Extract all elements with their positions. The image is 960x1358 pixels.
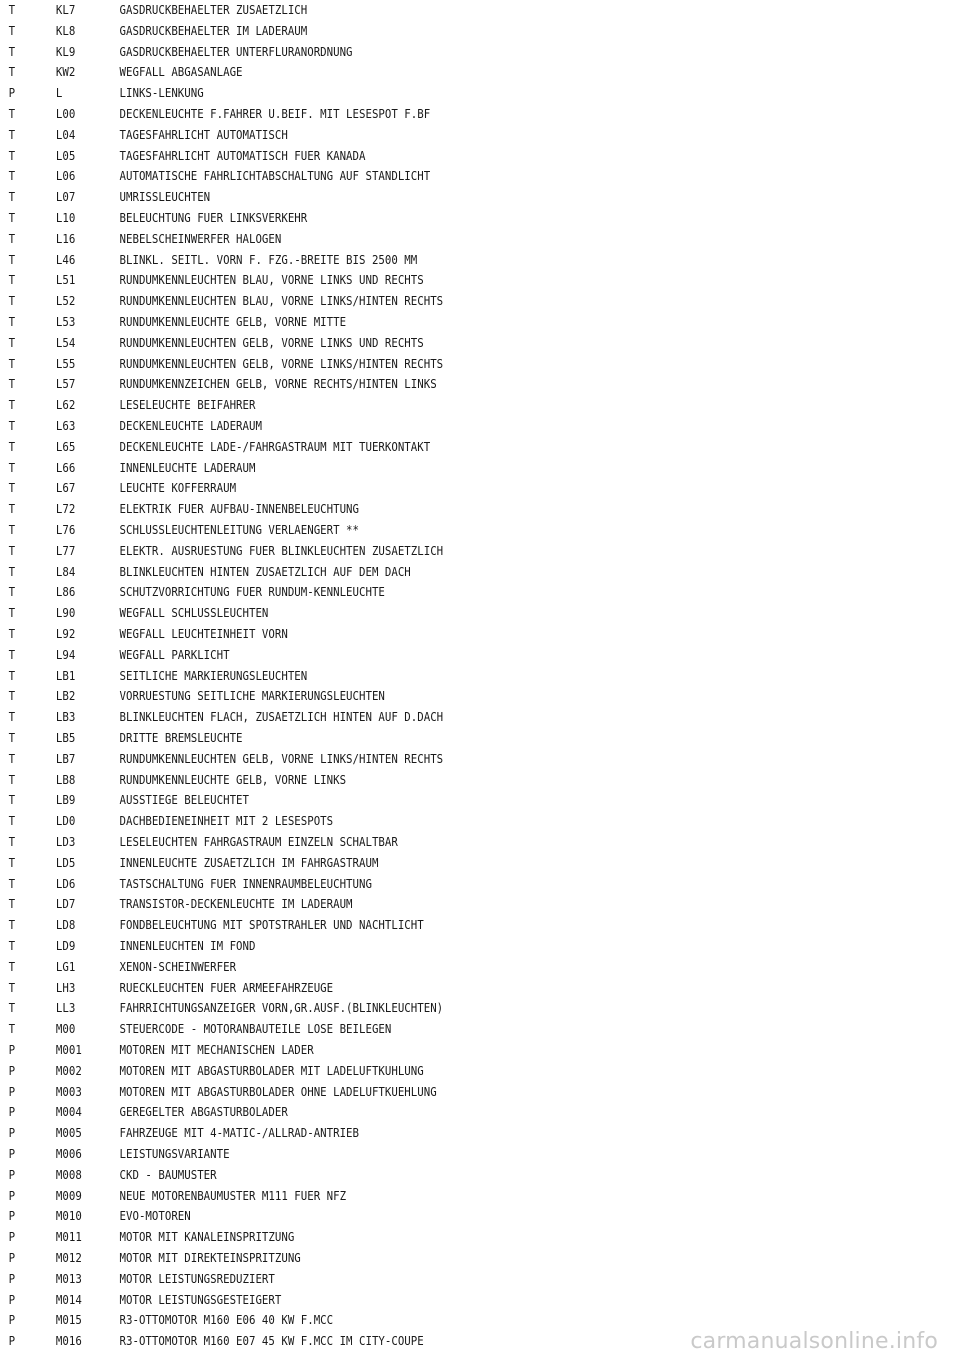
code-row <box>0 811 826 831</box>
option-code: M00 <box>55 1021 76 1037</box>
option-code: M015 <box>55 1312 82 1328</box>
code-type: T <box>8 293 16 309</box>
option-code: LD8 <box>55 917 76 933</box>
code-row <box>0 291 826 311</box>
code-row <box>0 374 826 394</box>
code-row <box>0 208 826 228</box>
code-description: FAHRRICHTUNGSANZEIGER VORN,GR.AUSF.(BLINKLEUCHTEN) <box>119 1000 444 1016</box>
code-description: DECKENLEUCHTE F.FAHRER U.BEIF. MIT LESESPOT F.BF <box>119 106 431 121</box>
code-type: T <box>8 147 16 163</box>
code-description: EVO-MOTOREN <box>119 1208 191 1224</box>
code-description: AUTOMATISCHE FAHRLICHTABSCHALTUNG AUF STANDLICHT <box>119 168 431 184</box>
option-code: L06 <box>55 168 76 184</box>
option-code: L05 <box>55 147 76 163</box>
code-type: T <box>8 522 16 537</box>
option-code: LD3 <box>55 834 76 849</box>
code-description: BLINKLEUCHTEN HINTEN ZUSAETZLICH AUF DEM DACH <box>119 563 411 579</box>
code-description: WEGFALL ABGASANLAGE <box>119 64 243 80</box>
code-row <box>0 1248 826 1268</box>
code-type: T <box>8 563 16 579</box>
code-type: T <box>8 542 16 558</box>
option-code: KW2 <box>55 64 76 80</box>
option-code: L10 <box>55 210 76 225</box>
option-code: L94 <box>55 646 76 662</box>
option-code: M011 <box>55 1229 82 1245</box>
code-type: T <box>8 584 16 600</box>
code-row <box>0 478 826 498</box>
option-code: L84 <box>55 563 76 579</box>
code-type: T <box>8 397 16 413</box>
code-type: T <box>8 750 16 766</box>
code-description: RUNDUMKENNLEUCHTEN GELB, VORNE LINKS/HINTEN RECHTS <box>119 750 444 766</box>
option-code: M013 <box>55 1270 82 1286</box>
code-description: R3-OTTOMOTOR M160 E06 40 KW F.MCC <box>119 1312 334 1328</box>
option-code: M006 <box>55 1146 82 1161</box>
option-code: LH3 <box>55 979 76 995</box>
code-type: T <box>8 958 16 974</box>
option-code: M016 <box>55 1333 82 1349</box>
code-row <box>0 104 826 124</box>
code-type: T <box>8 168 16 184</box>
option-code: L77 <box>55 542 76 558</box>
code-description: GASDRUCKBEHAELTER IM LADERAUM <box>119 22 308 38</box>
code-description: RUECKLEUCHTEN FUER ARMEEFAHRZEUGE <box>119 979 334 995</box>
option-code: LL3 <box>55 1000 76 1016</box>
code-row <box>0 998 826 1018</box>
code-row <box>0 166 826 186</box>
code-row <box>0 874 826 894</box>
code-row <box>0 146 826 166</box>
code-row <box>0 1206 826 1226</box>
code-type: T <box>8 126 16 142</box>
code-row <box>0 1310 826 1330</box>
code-description: INNENLEUCHTE LADERAUM <box>119 459 256 475</box>
code-type: P <box>8 1229 16 1245</box>
code-type: T <box>8 2 16 17</box>
code-row <box>0 1269 826 1289</box>
code-description: LEISTUNGSVARIANTE <box>119 1146 230 1161</box>
code-description: CKD - BAUMUSTER <box>119 1166 217 1182</box>
code-type: T <box>8 938 16 953</box>
option-code: LD0 <box>55 813 76 829</box>
option-code: LB7 <box>55 750 76 766</box>
code-type: T <box>8 64 16 80</box>
option-code: M005 <box>55 1125 82 1141</box>
code-description: NEUE MOTORENBAUMUSTER M111 FUER NFZ <box>119 1187 347 1203</box>
option-code: L86 <box>55 584 76 600</box>
code-description: MOTOREN MIT MECHANISCHEN LADER <box>119 1042 314 1057</box>
code-description: SCHLUSSLEUCHTENLEITUNG VERLAENGERT ** <box>119 522 360 537</box>
code-row <box>0 707 826 727</box>
code-description: LEUCHTE KOFFERRAUM <box>119 480 237 496</box>
code-type: T <box>8 605 16 621</box>
option-code: LD9 <box>55 938 76 953</box>
code-row <box>0 42 826 62</box>
code-description: ELEKTR. AUSRUESTUNG FUER BLINKLEUCHTEN ZUSAETZLICH <box>119 542 444 558</box>
code-type: P <box>8 1166 16 1182</box>
code-description: TASTSCHALTUNG FUER INNENRAUMBELEUCHTUNG <box>119 875 372 891</box>
code-type: T <box>8 875 16 891</box>
code-type: T <box>8 646 16 662</box>
code-row <box>0 645 826 665</box>
code-description: DECKENLEUCHTE LADERAUM <box>119 418 262 433</box>
code-row <box>0 1102 826 1122</box>
code-row <box>0 728 826 748</box>
code-description: AUSSTIEGE BELEUCHTET <box>119 792 249 808</box>
code-description: DECKENLEUCHTE LADE-/FAHRGASTRAUM MIT TUERKONTAKT <box>119 438 431 454</box>
code-type: T <box>8 43 16 59</box>
code-description: ELEKTRIK FUER AUFBAU-INNENBELEUCHTUNG <box>119 501 360 517</box>
code-description: RUNDUMKENNLEUCHTEN BLAU, VORNE LINKS UND RECHTS <box>119 272 424 288</box>
code-type: P <box>8 1250 16 1265</box>
option-code: L51 <box>55 272 76 288</box>
code-row <box>0 395 826 415</box>
code-type: T <box>8 792 16 808</box>
option-code: M010 <box>55 1208 82 1224</box>
option-code: L <box>55 85 63 101</box>
code-row <box>0 749 826 769</box>
code-description: DRITTE BREMSLEUCHTE <box>119 730 243 745</box>
code-row <box>0 1227 826 1247</box>
code-description: XENON-SCHEINWERFER <box>119 958 237 974</box>
option-code: L53 <box>55 314 76 329</box>
code-row <box>0 1123 826 1143</box>
code-description: SCHUTZVORRICHTUNG FUER RUNDUM-KENNLEUCHTE <box>119 584 385 600</box>
option-code: M003 <box>55 1083 82 1099</box>
code-row <box>0 790 826 810</box>
code-row <box>0 0 826 20</box>
option-code: M012 <box>55 1250 82 1265</box>
code-row <box>0 62 826 82</box>
code-description: BLINKLEUCHTEN FLACH, ZUSAETZLICH HINTEN AUF D.DACH <box>119 709 444 725</box>
code-description: BLINKL. SEITL. VORN F. FZG.-BREITE BIS 2500 MM <box>119 251 418 267</box>
code-row <box>0 562 826 582</box>
code-description: MOTOREN MIT ABGASTURBOLADER MIT LADELUFTKUHLUNG <box>119 1062 424 1078</box>
option-code: M014 <box>55 1291 82 1307</box>
code-row <box>0 624 826 644</box>
option-code: LB2 <box>55 688 76 704</box>
watermark: carmanualsonline.info <box>690 1329 938 1354</box>
code-row <box>0 541 826 561</box>
code-row <box>0 520 826 540</box>
option-code: L55 <box>55 355 76 371</box>
code-type: T <box>8 979 16 995</box>
code-type: P <box>8 1146 16 1161</box>
code-row <box>0 354 826 374</box>
code-description: DACHBEDIENEINHEIT MIT 2 LESESPOTS <box>119 813 334 829</box>
code-type: T <box>8 355 16 371</box>
code-description: VORRUESTUNG SEITLICHE MARKIERUNGSLEUCHTEN <box>119 688 385 704</box>
code-type: T <box>8 22 16 38</box>
option-code: M009 <box>55 1187 82 1203</box>
option-code: LB5 <box>55 730 76 745</box>
code-type: T <box>8 834 16 849</box>
code-description: WEGFALL LEUCHTEINHEIT VORN <box>119 626 288 641</box>
code-description: TAGESFAHRLICHT AUTOMATISCH FUER KANADA <box>119 147 366 163</box>
option-code: L72 <box>55 501 76 517</box>
code-description: RUNDUMKENNLEUCHTEN GELB, VORNE LINKS UND RECHTS <box>119 334 424 350</box>
option-code: KL8 <box>55 22 76 38</box>
code-type: T <box>8 251 16 267</box>
code-type: T <box>8 626 16 641</box>
option-code: LB3 <box>55 709 76 725</box>
code-description: MOTOR LEISTUNGSGESTEIGERT <box>119 1291 282 1307</box>
option-code: LD5 <box>55 854 76 870</box>
code-type: T <box>8 1021 16 1037</box>
code-type: T <box>8 1000 16 1016</box>
code-type: T <box>8 314 16 329</box>
code-row <box>0 915 826 935</box>
option-code: L16 <box>55 230 76 246</box>
code-description: GASDRUCKBEHAELTER UNTERFLURANORDNUNG <box>119 43 353 59</box>
code-type: T <box>8 501 16 517</box>
code-type: P <box>8 1104 16 1120</box>
code-row <box>0 1082 826 1102</box>
option-code: LB9 <box>55 792 76 808</box>
code-row <box>0 125 826 145</box>
code-type: T <box>8 917 16 933</box>
option-code: L00 <box>55 106 76 121</box>
code-type: T <box>8 418 16 433</box>
code-row <box>0 187 826 207</box>
code-description: GEREGELTER ABGASTURBOLADER <box>119 1104 288 1120</box>
code-description: RUNDUMKENNLEUCHTEN BLAU, VORNE LINKS/HINTEN RECHTS <box>119 293 444 309</box>
code-type: P <box>8 1312 16 1328</box>
code-description: MOTOR LEISTUNGSREDUZIERT <box>119 1270 275 1286</box>
code-type: T <box>8 854 16 870</box>
option-code: L90 <box>55 605 76 621</box>
option-code: KL7 <box>55 2 76 17</box>
option-code: L92 <box>55 626 76 641</box>
option-code: KL9 <box>55 43 76 59</box>
code-type: T <box>8 688 16 704</box>
code-type: T <box>8 730 16 745</box>
option-code: M008 <box>55 1166 82 1182</box>
code-description: LESELEUCHTE BEIFAHRER <box>119 397 256 413</box>
code-row <box>0 1290 826 1310</box>
code-description: STEUERCODE - MOTORANBAUTEILE LOSE BEILEGEN <box>119 1021 392 1037</box>
option-code: LB1 <box>55 667 76 683</box>
option-code: M004 <box>55 1104 82 1120</box>
code-row <box>0 229 826 249</box>
code-description: TRANSISTOR-DECKENLEUCHTE IM LADERAUM <box>119 896 353 912</box>
option-code: L65 <box>55 438 76 454</box>
option-code: L04 <box>55 126 76 142</box>
code-row <box>0 853 826 873</box>
code-type: P <box>8 1208 16 1224</box>
code-row <box>0 978 826 998</box>
code-row <box>0 770 826 790</box>
code-type: T <box>8 438 16 454</box>
code-row <box>0 250 826 270</box>
code-description: RUNDUMKENNZEICHEN GELB, VORNE RECHTS/HINTEN LINKS <box>119 376 437 392</box>
code-row <box>0 333 826 353</box>
code-type: T <box>8 771 16 787</box>
code-type: P <box>8 1291 16 1307</box>
option-code: LD7 <box>55 896 76 912</box>
code-type: T <box>8 189 16 205</box>
code-type: P <box>8 1083 16 1099</box>
code-description: RUNDUMKENNLEUCHTE GELB, VORNE LINKS <box>119 771 347 787</box>
code-type: P <box>8 1042 16 1057</box>
option-code: L67 <box>55 480 76 496</box>
code-description: TAGESFAHRLICHT AUTOMATISCH <box>119 126 288 142</box>
code-row <box>0 957 826 977</box>
code-type: P <box>8 85 16 101</box>
code-type: T <box>8 272 16 288</box>
option-code: L52 <box>55 293 76 309</box>
code-type: T <box>8 230 16 246</box>
option-code: M002 <box>55 1062 82 1078</box>
option-code: L63 <box>55 418 76 433</box>
code-description: UMRISSLEUCHTEN <box>119 189 211 205</box>
code-description: INNENLEUCHTE ZUSAETZLICH IM FAHRGASTRAUM <box>119 854 379 870</box>
code-row <box>0 1061 826 1081</box>
code-row <box>0 666 826 686</box>
code-description: LINKS-LENKUNG <box>119 85 204 101</box>
code-description: RUNDUMKENNLEUCHTE GELB, VORNE MITTE <box>119 314 347 329</box>
code-description: FONDBELEUCHTUNG MIT SPOTSTRAHLER UND NACHTLICHT <box>119 917 424 933</box>
code-type: T <box>8 480 16 496</box>
code-type: T <box>8 709 16 725</box>
code-description: FAHRZEUGE MIT 4-MATIC-/ALLRAD-ANTRIEB <box>119 1125 360 1141</box>
option-code: L66 <box>55 459 76 475</box>
code-row <box>0 1165 826 1185</box>
code-type: T <box>8 896 16 912</box>
code-row <box>0 1144 826 1164</box>
code-row <box>0 603 826 623</box>
option-code: L76 <box>55 522 76 537</box>
code-type: P <box>8 1270 16 1286</box>
code-row <box>0 582 826 602</box>
code-type: T <box>8 210 16 225</box>
code-row <box>0 1040 826 1060</box>
code-description: INNENLEUCHTEN IM FOND <box>119 938 256 953</box>
code-row <box>0 21 826 41</box>
code-type: P <box>8 1062 16 1078</box>
code-row <box>0 832 826 852</box>
code-description: WEGFALL PARKLICHT <box>119 646 230 662</box>
code-type: T <box>8 106 16 121</box>
code-type: T <box>8 334 16 350</box>
code-type: T <box>8 376 16 392</box>
code-description: GASDRUCKBEHAELTER ZUSAETZLICH <box>119 2 308 17</box>
code-type: T <box>8 459 16 475</box>
code-row <box>0 416 826 436</box>
code-description: NEBELSCHEINWERFER HALOGEN <box>119 230 282 246</box>
option-code: L54 <box>55 334 76 350</box>
code-row <box>0 312 826 332</box>
code-row <box>0 1186 826 1206</box>
code-row <box>0 499 826 519</box>
code-description: WEGFALL SCHLUSSLEUCHTEN <box>119 605 269 621</box>
option-code: LD6 <box>55 875 76 891</box>
option-code: L07 <box>55 189 76 205</box>
code-row <box>0 270 826 290</box>
option-code: L46 <box>55 251 76 267</box>
code-row <box>0 894 826 914</box>
code-type: P <box>8 1333 16 1349</box>
code-description: SEITLICHE MARKIERUNGSLEUCHTEN <box>119 667 308 683</box>
option-code: LB8 <box>55 771 76 787</box>
option-code: LG1 <box>55 958 76 974</box>
code-row <box>0 458 826 478</box>
code-type: P <box>8 1125 16 1141</box>
code-description: R3-OTTOMOTOR M160 E07 45 KW F.MCC IM CITY-COUPE <box>119 1333 424 1349</box>
code-description: MOTOREN MIT ABGASTURBOLADER OHNE LADELUFTKUEHLUNG <box>119 1083 437 1099</box>
option-code: L57 <box>55 376 76 392</box>
code-type: T <box>8 667 16 683</box>
code-row <box>0 936 826 956</box>
code-row <box>0 1019 826 1039</box>
code-type: T <box>8 813 16 829</box>
option-code: M001 <box>55 1042 82 1057</box>
option-code: L62 <box>55 397 76 413</box>
code-row <box>0 686 826 706</box>
code-description: RUNDUMKENNLEUCHTEN GELB, VORNE LINKS/HINTEN RECHTS <box>119 355 444 371</box>
code-row <box>0 83 826 103</box>
code-description: BELEUCHTUNG FUER LINKSVERKEHR <box>119 210 308 225</box>
code-description: MOTOR MIT KANALEINSPRITZUNG <box>119 1229 295 1245</box>
code-description: LESELEUCHTEN FAHRGASTRAUM EINZELN SCHALTBAR <box>119 834 398 849</box>
code-type: P <box>8 1187 16 1203</box>
code-row <box>0 437 826 457</box>
code-description: MOTOR MIT DIREKTEINSPRITZUNG <box>119 1250 301 1265</box>
